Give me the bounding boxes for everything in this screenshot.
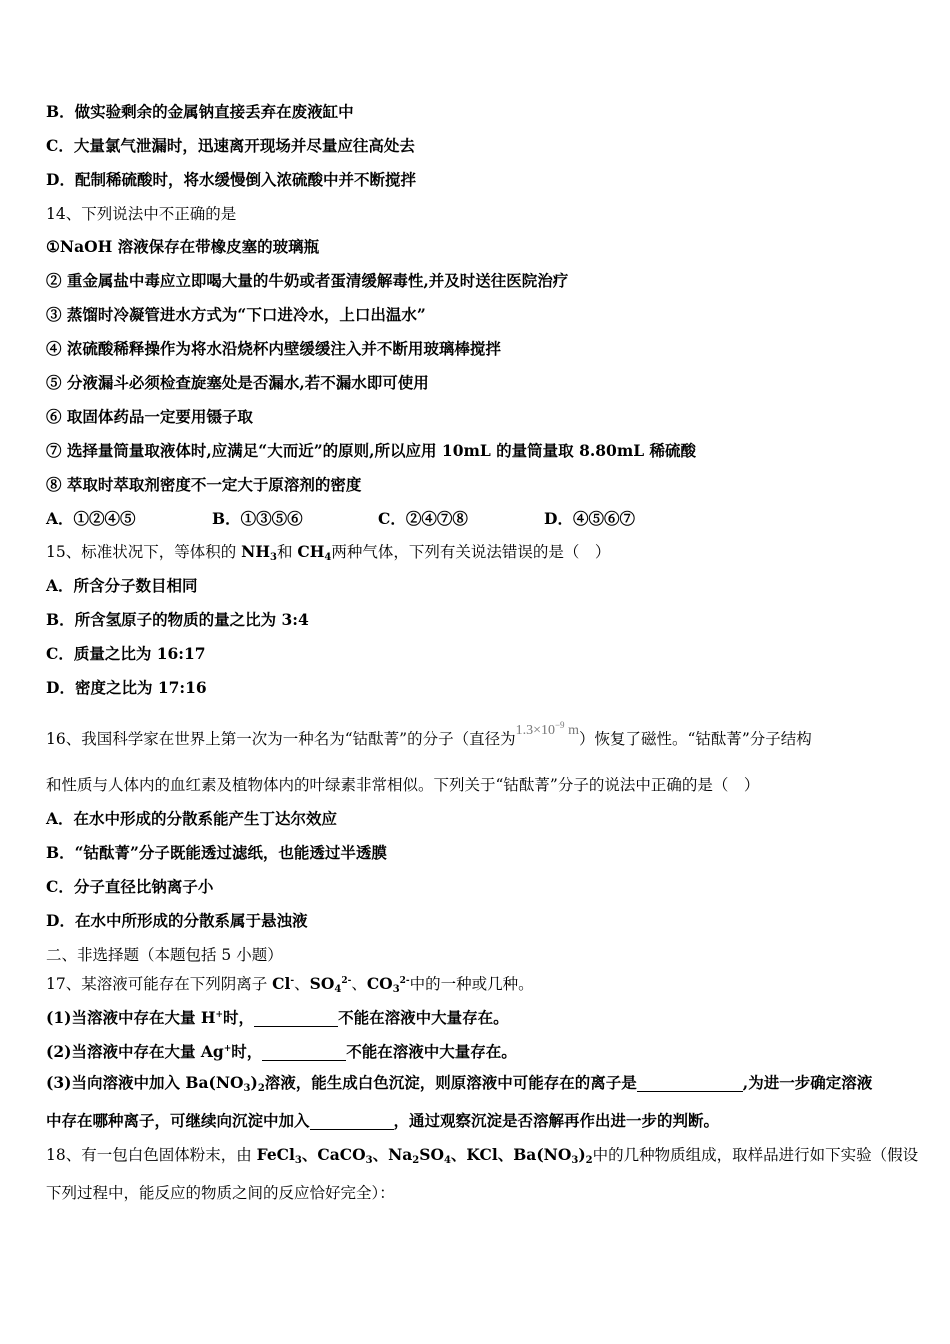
q17-part2-blank[interactable] (262, 1044, 346, 1061)
q16-option-b: B．“钴酞菁”分子既能透过滤纸，也能透过半透膜 (46, 843, 387, 862)
q17-part1-blank[interactable] (254, 1010, 338, 1027)
q17-part3-line1: (3)当向溶液中加入 $Ba(NO_3)_2$溶液，能生成白色沉淀，则原溶液中可能存在的离子是 ,为进一步确定溶液 (46, 1073, 873, 1094)
q15-option-a: A．所含分子数目相同 (46, 576, 198, 595)
q17-part2: (2)当溶液中存在大量 Ag+时， 不能在溶液中大量存在。 (46, 1042, 517, 1061)
q16-option-d: D．在水中所形成的分散系属于悬浊液 (46, 911, 308, 930)
q17-part3-blank-2[interactable] (310, 1113, 394, 1130)
q13-option-c: C．大量氯气泄漏时，迅速离开现场并尽量应往高处去 (46, 136, 415, 155)
q14-item-6: ⑥ 取固体药品一定要用镊子取 (46, 407, 253, 426)
q14-options (46, 508, 710, 530)
q15-option-b: B．所含氢原子的物质的量之比为 3:4 (46, 610, 309, 629)
q14-item-2: ② 重金属盐中毒应立即喝大量的牛奶或者蛋清缓解毒性,并及时送往医院治疗 (46, 271, 569, 290)
q14-item-4: ④ 浓硫酸稀释操作为将水沿烧杯内壁缓缓注入并不断用玻璃棒搅拌 (46, 339, 501, 358)
q17-part3-blank-1[interactable] (637, 1075, 743, 1092)
q17-part1: (1)当溶液中存在大量 H+时， 不能在溶液中大量存在。 (46, 1008, 509, 1027)
q16-option-a: A．在水中形成的分散系能产生丁达尔效应 (46, 809, 338, 828)
q14-option-d: D．④⑤⑥⑦ (544, 509, 635, 528)
section-2-heading: 二、非选择题（本题包括 5 小题） (46, 946, 283, 964)
q14-option-a: A．①②④⑤ (46, 509, 136, 528)
q14-item-3: ③ 蒸馏时冷凝管进水方式为“下口进冷水，上口出温水” (46, 305, 426, 324)
q18-stem-line2: 下列过程中，能反应的物质之间的反应恰好完全）： (46, 1184, 395, 1202)
q15-option-c: C．质量之比为 16:17 (46, 644, 206, 663)
q17-stem: 17、某溶液可能存在下列阴离子 Cl-、$SO_4^{2-}$、$CO_3^{2-}$中的一种或几种。 (46, 974, 534, 995)
q14-item-8: ⑧ 萃取时萃取剂密度不一定大于原溶剂的密度 (46, 475, 362, 494)
q17-part3-line2: 中存在哪种离子，可继续向沉淀中加入 ，通过观察沉淀是否溶解再作出进一步的判断。 (46, 1111, 720, 1130)
q14-stem: 14、下列说法中不正确的是 (46, 205, 237, 223)
q16-option-c: C．分子直径比钠离子小 (46, 877, 214, 896)
q15-stem: 15、标准状况下，等体积的 $NH_3$和 $CH_4$两种气体，下列有关说法错误的是（ ） (46, 542, 611, 563)
q14-item-1: ①NaOH 溶液保存在带橡皮塞的玻璃瓶 (46, 237, 320, 256)
q13-option-b: B．做实验剩余的金属钠直接丢弃在废液缸中 (46, 102, 354, 121)
q18-stem-line1: 18、有一包白色固体粉末，由 FeCl$_3$、CaCO$_3$、$Na_2SO_4$、KCl、$Ba(NO_3)_2$中的几种物质组成，取样品进行如下实验（假设 (46, 1145, 919, 1166)
q14-option-b: B．①③⑤⑥ (212, 509, 303, 528)
diameter-formula: $1.3\times 10^{-9}$ m (515, 720, 579, 738)
q13-option-d: D．配制稀硫酸时，将水缓慢倒入浓硫酸中并不断搅拌 (46, 170, 416, 189)
q16-stem-line1: 16、我国科学家在世界上第一次为一种名为“钴酞菁”的分子（直径为$1.3\times 10^{-9}$ m）恢复了磁性。“钴酞菁”分子结构 (46, 720, 812, 748)
q14-item-7: ⑦ 选择量筒量取液体时,应满足“大而近”的原则,所以应用 10mL 的量筒量取 8.80mL 稀硫酸 (46, 441, 697, 460)
q14-item-5: ⑤ 分液漏斗必须检查旋塞处是否漏水,若不漏水即可使用 (46, 373, 429, 392)
q14-option-c: C．②④⑦⑧ (378, 509, 468, 528)
q15-option-d: D．密度之比为 17:16 (46, 678, 207, 697)
q16-stem-line2: 和性质与人体内的血红素及植物体内的叶绿素非常相似。下列关于“钴酞菁”分子的说法中正确的是（ ） (46, 776, 760, 794)
